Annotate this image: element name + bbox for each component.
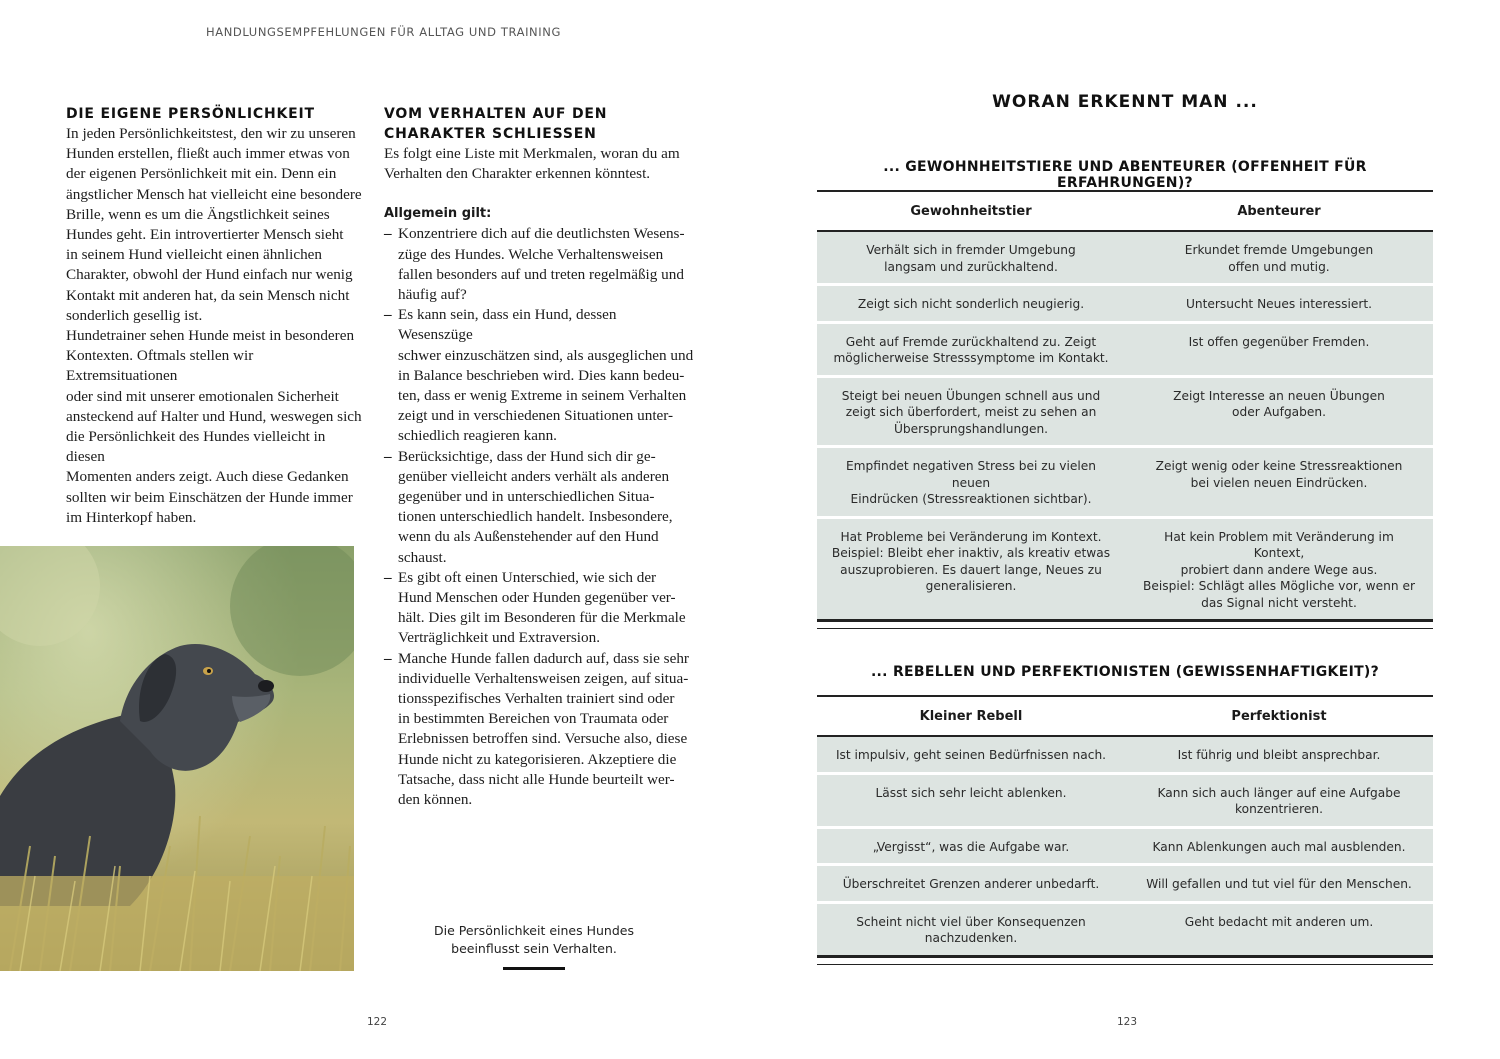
table-row xyxy=(817,775,1433,829)
table-cell xyxy=(1125,904,1433,955)
table-cell xyxy=(817,775,1125,826)
table-cell xyxy=(1125,232,1433,283)
bullet-line: individuelle Verhaltensweisen zeigen, auf situa- xyxy=(398,669,689,687)
table-row xyxy=(817,448,1433,519)
cell-line: Lässt sich sehr leicht ablenken. xyxy=(875,785,1067,800)
table-cell xyxy=(1125,519,1433,620)
cell-line: das Signal nicht versteht. xyxy=(1201,595,1357,610)
bullet-line: wenn du als Außenstehender auf den Hund xyxy=(398,528,659,546)
bullet-line: – Konzentriere dich auf die deutlichsten Wesens- xyxy=(398,225,685,243)
table-row xyxy=(817,232,1433,286)
cell-line: Übersprungshandlungen. xyxy=(893,421,1049,436)
bullet-line: Erlebnissen betroffen sind. Versuche also, diese xyxy=(398,730,688,748)
section-heading-line-1: VOM VERHALTEN AUF DEN xyxy=(384,106,608,122)
bullet-line: in bestimmten Bereichen von Traumata oder xyxy=(398,710,669,728)
left-body-text xyxy=(66,124,366,528)
text-line: sollten wir beim Einschätzen der Hunde immer xyxy=(66,488,353,506)
page-title: WORAN ERKENNT MAN ... xyxy=(992,92,1258,112)
bullet-line: züge des Hundes. Welche Verhaltensweisen xyxy=(398,245,664,263)
bullet-line: häufig auf? xyxy=(398,286,467,304)
table-row xyxy=(817,324,1433,378)
bullet-line: genüber vielleicht anders verhält als anderen xyxy=(398,467,670,485)
text-line: in seinem Hund vielleicht einen ähnlichen xyxy=(66,246,322,264)
bullet-line: tionen unterschiedlich handelt. Insbesondere, xyxy=(398,508,673,526)
text-line: Momenten anders zeigt. Auch diese Gedanken xyxy=(66,468,349,486)
cell-line: Erkundet fremde Umgebungen xyxy=(1184,243,1374,257)
cell-line: Zeigt Interesse an neuen Übungen xyxy=(1173,388,1385,403)
table-row xyxy=(817,829,1433,867)
cell-line: Verhält sich in fremder Umgebung xyxy=(866,243,1076,257)
caption-line-2: beeinflusst sein Verhalten. xyxy=(451,941,617,956)
table-row xyxy=(817,866,1433,904)
table-cell xyxy=(817,866,1125,901)
text-line: ansteckend auf Halter und Hund, weswegen sich xyxy=(66,407,362,425)
cell-line: offen und mutig. xyxy=(1228,259,1330,274)
text-line: die Persönlichkeit des Hundes vielleicht in diesen xyxy=(66,428,326,466)
table-cell xyxy=(817,519,1125,620)
cell-line: Beispiel: Schlägt alles Mögliche vor, wenn er xyxy=(1143,579,1415,593)
table-conscientiousness xyxy=(817,695,1433,965)
cell-line: nachzudenken. xyxy=(924,931,1018,945)
bullet-line: den können. xyxy=(398,791,473,809)
bullet-line: fallen besonders auf und treten regelmäßig und xyxy=(398,265,684,283)
table-cell xyxy=(817,324,1125,375)
cell-line: langsam und zurückhaltend. xyxy=(884,259,1058,274)
bullet-item xyxy=(384,649,694,811)
table-cell xyxy=(1125,775,1433,826)
text-line: oder sind mit unserer emotionalen Sicherheit xyxy=(66,387,339,405)
caption-rule xyxy=(503,967,565,970)
text-line: im Hinterkopf haben. xyxy=(66,508,197,526)
table-cell xyxy=(817,904,1125,955)
text-line: Brille, wenn es um die Ängstlichkeit seines xyxy=(66,205,330,223)
bullet-line: schaust. xyxy=(398,548,447,566)
table-header xyxy=(817,697,1433,737)
table-row xyxy=(817,286,1433,324)
bullet-line: – Es gibt oft einen Unterschied, wie sich der xyxy=(398,568,657,586)
text-line: Charakter, obwohl der Hund einfach nur wenig xyxy=(66,266,353,284)
text-line: Hunden erstellen, fließt auch immer etwas von xyxy=(66,145,350,163)
table-cell xyxy=(1125,378,1433,446)
text-line: sonderlich gesellig ist. xyxy=(66,306,203,324)
sub-heading: Allgemein gilt: xyxy=(384,206,492,222)
bullet-line: – Es kann sein, dass ein Hund, dessen Wesenszüge xyxy=(398,306,617,344)
intro-line-2: Verhalten den Charakter erkennen könntest. xyxy=(384,165,651,183)
bullet-line: schwer einzuschätzen sind, als ausgeglichen und xyxy=(398,346,694,364)
cell-line: Ist offen gegenüber Fremden. xyxy=(1188,334,1370,349)
bullet-line: Hund Menschen oder Hunden gegenüber ver- xyxy=(398,589,676,607)
cell-line: möglicherweise Stresssymptome im Kontakt. xyxy=(833,351,1109,365)
cell-line: Zeigt wenig oder keine Stressreaktionen xyxy=(1155,459,1403,473)
cell-line: konzentrieren. xyxy=(1235,802,1323,816)
table2-title: ... REBELLEN UND PERFEKTIONISTEN (GEWISSENHAFTIGKEIT)? xyxy=(870,664,1380,680)
section-heading: DIE EIGENE PERSÖNLICHKEIT xyxy=(66,106,315,122)
cell-line: Empfindet negativen Stress bei zu vielen neuen xyxy=(845,459,1097,490)
table-cell xyxy=(817,232,1125,283)
bullet-item xyxy=(384,568,694,649)
cell-line: oder Aufgaben. xyxy=(1232,405,1326,419)
bullet-line: Verträglichkeit und Extraversion. xyxy=(398,629,601,647)
table1-title: ... GEWOHNHEITSTIERE UND ABENTEURER (OFFENHEIT FÜR ERFAHRUNGEN)? xyxy=(883,159,1367,191)
bullet-line: – Manche Hunde fallen dadurch auf, dass sie sehr xyxy=(398,649,689,667)
cell-line: Steigt bei neuen Übungen schnell aus und xyxy=(841,388,1101,403)
table-bottom-rule xyxy=(817,955,1433,965)
table-cell xyxy=(817,829,1125,864)
cell-line: Scheint nicht viel über Konsequenzen xyxy=(856,914,1086,929)
dog-photo xyxy=(0,546,354,971)
middle-column xyxy=(384,104,694,810)
text-line: Hundetrainer sehen Hunde meist in besonderen xyxy=(66,327,355,345)
table-bottom-rule xyxy=(817,619,1433,629)
cell-line: Hat kein Problem mit Veränderung im Kontext, xyxy=(1164,529,1394,560)
cell-line: Geht auf Fremde zurückhaltend zu. Zeigt xyxy=(845,334,1097,349)
caption-line-1: Die Persönlichkeit eines Hundes xyxy=(434,923,634,938)
column-header: Perfektionist xyxy=(1231,708,1327,724)
cell-line: bei vielen neuen Eindrücken. xyxy=(1190,475,1368,490)
bullet-line: in Balance beschrieben wird. Dies kann bedeu- xyxy=(398,366,685,384)
table-cell xyxy=(1125,448,1433,516)
page-number-left: 122 xyxy=(367,1016,388,1028)
cell-line: Überschreitet Grenzen anderer unbedarft. xyxy=(842,877,1100,891)
bullet-line: tionsspezifisches Verhalten trainiert sind oder xyxy=(398,690,675,708)
bullet-item xyxy=(384,305,694,446)
table-cell xyxy=(817,378,1125,446)
text-line: ängstlicher Mensch hat vielleicht eine besondere xyxy=(66,185,362,203)
bullet-line: Hunde nicht zu kategorisieren. Akzeptiere die xyxy=(398,750,677,768)
cell-line: zeigt sich überfordert, meist zu sehen an xyxy=(845,405,1097,419)
table-header xyxy=(817,192,1433,232)
section-heading-line-2: CHARAKTER SCHLIESSEN xyxy=(384,126,597,142)
cell-line: Kann sich auch länger auf eine Aufgabe xyxy=(1157,785,1401,800)
table-row xyxy=(817,378,1433,449)
cell-line: Beispiel: Bleibt eher inaktiv, als kreativ etwas xyxy=(831,546,1111,560)
text-line: Kontakt mit anderen hat, da sein Mensch nicht xyxy=(66,286,350,304)
text-line: Hundes geht. Ein introvertierter Mensch sieht xyxy=(66,226,344,244)
table-cell xyxy=(817,448,1125,516)
cell-line: Will gefallen und tut viel für den Menschen. xyxy=(1146,877,1412,891)
cell-line: Hat Probleme bei Veränderung im Kontext. xyxy=(840,529,1102,544)
table-cell xyxy=(1125,737,1433,772)
cell-line: Untersucht Neues interessiert. xyxy=(1185,297,1373,311)
table-row xyxy=(817,904,1433,955)
bullet-line: gegenüber und in unterschiedlichen Situa- xyxy=(398,488,655,506)
table-row xyxy=(817,519,1433,620)
table-cell xyxy=(817,286,1125,321)
table-body xyxy=(817,737,1433,955)
bullet-item xyxy=(384,447,694,568)
text-line: Kontexten. Oftmals stellen wir Extremsituationen xyxy=(66,347,254,385)
running-head: HANDLUNGSEMPFEHLUNGEN FÜR ALLTAG UND TRAINING xyxy=(206,25,561,39)
cell-line: auszuprobieren. Es dauert lange, Neues zu xyxy=(840,562,1102,577)
bullet-line: Tatsache, dass nicht alle Hunde beurteilt wer- xyxy=(398,770,675,788)
bullet-line: – Berücksichtige, dass der Hund sich dir ge- xyxy=(398,447,656,465)
cell-line: probiert dann andere Wege aus. xyxy=(1180,562,1378,577)
bullet-line: schiedlich reagieren kann. xyxy=(398,427,557,445)
cell-line: Eindrücken (Stressreaktionen sichtbar). xyxy=(850,492,1092,506)
cell-line: „Vergisst“, was die Aufgabe war. xyxy=(872,839,1070,854)
text-line: In jeden Persönlichkeitstest, den wir zu unseren xyxy=(66,125,356,142)
table-openness xyxy=(817,190,1433,629)
bullet-line: zeigt und in verschiedenen Situationen unter- xyxy=(398,407,674,425)
table-cell xyxy=(817,737,1125,772)
cell-line: Ist führig und bleibt ansprechbar. xyxy=(1177,748,1381,762)
table-body xyxy=(817,232,1433,619)
cell-line: Ist impulsiv, geht seinen Bedürfnissen nach. xyxy=(835,748,1107,762)
table-row xyxy=(817,737,1433,775)
table-cell xyxy=(1125,829,1433,864)
bullet-line: hält. Dies gilt im Besonderen für die Merkmale xyxy=(398,609,686,627)
cell-line: Zeigt sich nicht sonderlich neugierig. xyxy=(857,297,1085,311)
cell-line: Geht bedacht mit anderen um. xyxy=(1184,914,1374,929)
column-header: Abenteurer xyxy=(1237,203,1321,219)
left-column xyxy=(66,104,366,528)
table-cell xyxy=(1125,286,1433,321)
page-number-right: 123 xyxy=(1117,1016,1138,1028)
text-line: der eigenen Persönlichkeit mit ein. Denn ein xyxy=(66,165,337,183)
bullet-item xyxy=(384,224,694,305)
cell-line: generalisieren. xyxy=(925,579,1017,593)
bullet-line: ten, dass er wenig Extreme in seinem Verhalten xyxy=(398,387,687,405)
table-cell xyxy=(1125,324,1433,375)
column-header: Gewohnheitstier xyxy=(910,203,1032,219)
table-cell xyxy=(1125,866,1433,901)
photo-caption xyxy=(414,922,654,958)
cell-line: Kann Ablenkungen auch mal ausblenden. xyxy=(1152,839,1406,854)
bullet-list xyxy=(384,224,694,810)
column-header: Kleiner Rebell xyxy=(919,708,1023,724)
intro-line-1: Es folgt eine Liste mit Merkmalen, woran du am xyxy=(384,145,680,162)
